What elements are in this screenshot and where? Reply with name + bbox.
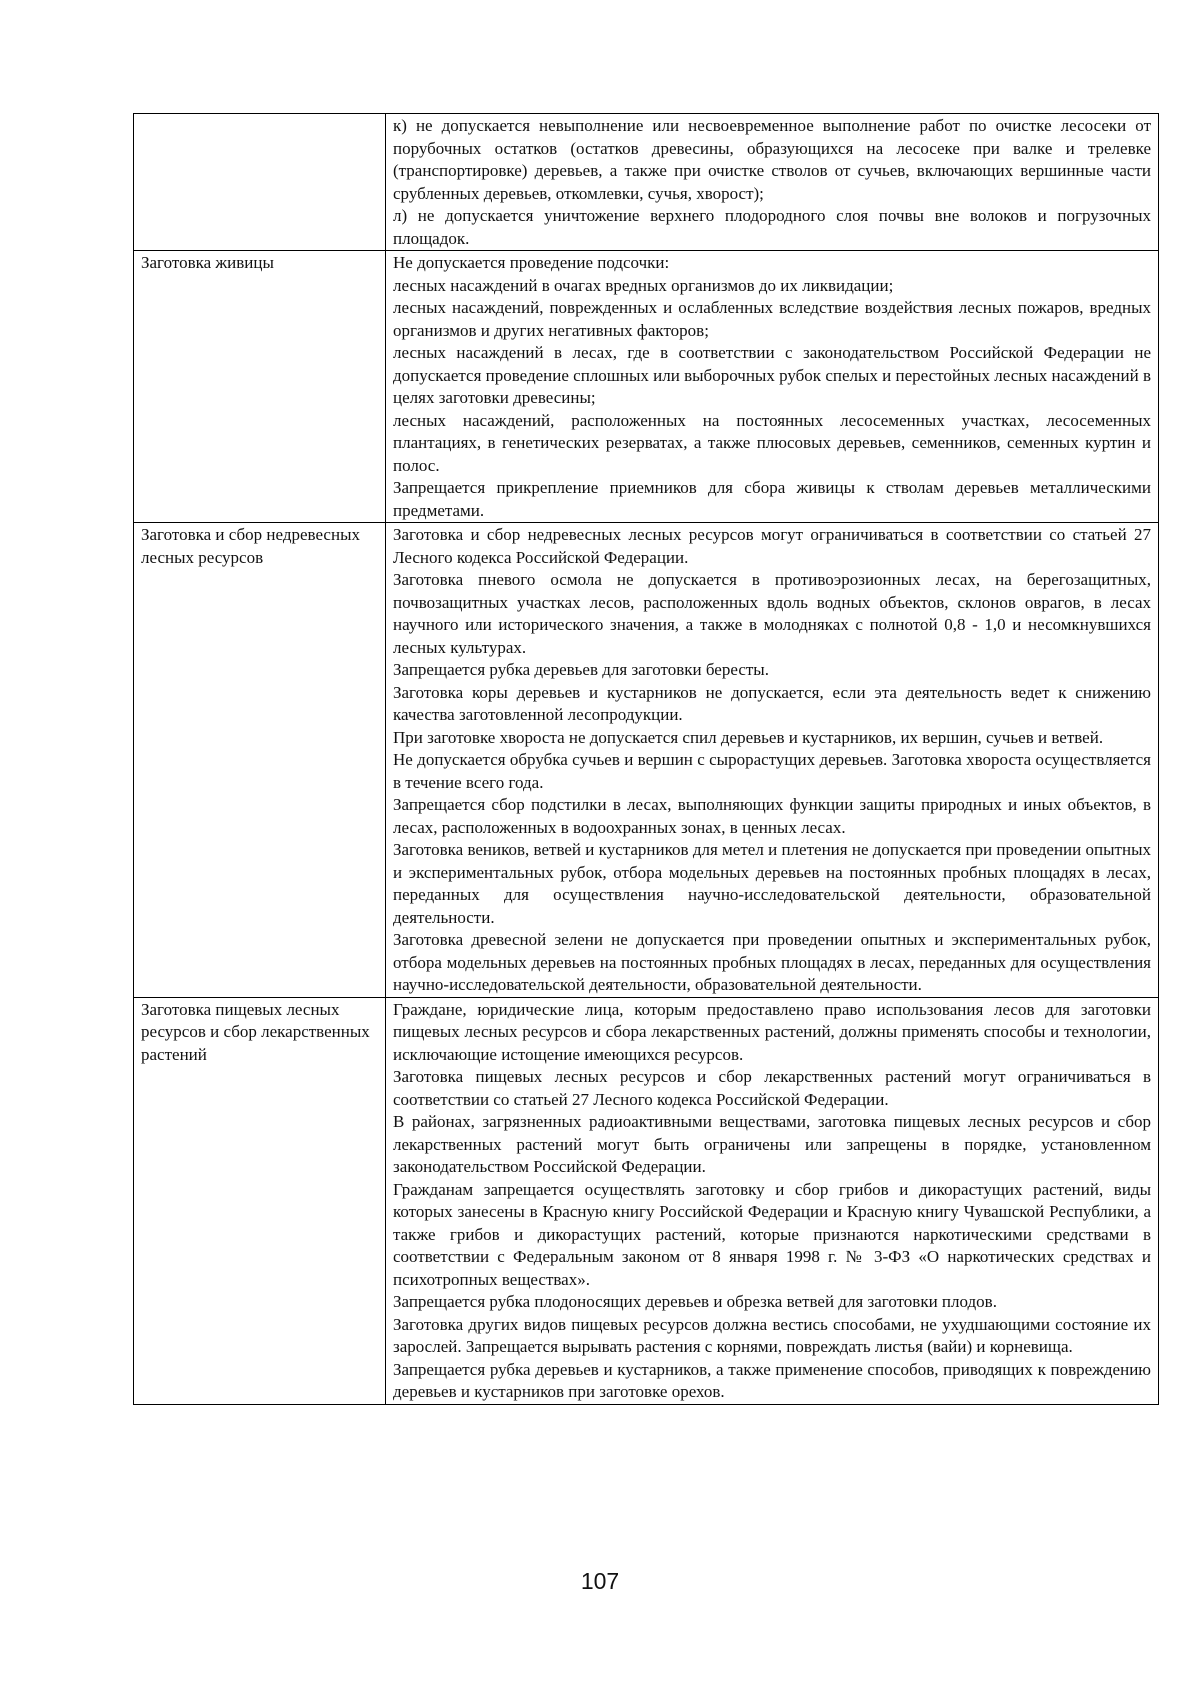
requirements-cell [386, 251, 1159, 523]
requirement-paragraph: Заготовка древесной зелени не допускается при проведении опытных и экспериментальных рубок, отбора модельных деревьев на постоянных пробных площадях в лесах, переданных для осуществления научно-исследовательской деятельности, образовательной деятельности. [393, 930, 1151, 994]
requirement-paragraph: Запрещается прикрепление приемников для сбора живицы к стволам деревьев металлическими предметами. [393, 478, 1151, 520]
page-number: 107 [580, 1568, 620, 1594]
document-page [133, 113, 1159, 1405]
activity-type-cell: Заготовка живицы [134, 251, 386, 523]
table-row [134, 114, 1159, 251]
table-body [134, 114, 1159, 1405]
requirement-paragraph: Запрещается рубка плодоносящих деревьев и обрезка ветвей для заготовки плодов. [393, 1292, 997, 1311]
requirement-paragraph: к) не допускается невыполнение или несвоевременное выполнение работ по очистке лесосеки от порубочных остатков (остатков древесины, образующихся на лесосеке при валке и трелевке (транспортировке) деревьев, а также при очистке стволов от сучьев, включающих вершинные части срубленных деревьев, откомлевки, сучья, хворост); [393, 116, 1151, 203]
requirement-paragraph: Заготовка пищевых лесных ресурсов и сбор лекарственных растений могут ограничиваться в соответствии со статьей 27 Лесного кодекса Российской Федерации. [393, 1067, 1151, 1109]
requirements-cell [386, 114, 1159, 251]
requirements-cell [386, 523, 1159, 998]
requirement-paragraph: лесных насаждений в очагах вредных организмов до их ликвидации; [393, 275, 894, 295]
requirement-paragraph: лесных насаждений, расположенных на постоянных лесосеменных участках, лесосеменных плантациях, в генетических резерватах, а также плюсовых деревьев, семенников, семенных куртин и полос. [393, 410, 1151, 475]
activity-type-cell [134, 114, 386, 251]
requirement-paragraph: Заготовка и сбор недревесных лесных ресурсов могут ограничиваться в соответствии со статьей 27 Лесного кодекса Российской Федерации. [393, 525, 1151, 567]
requirement-paragraph: При заготовке хвороста не допускается спил деревьев и кустарников, их вершин, сучьев и ветвей. [393, 727, 1104, 747]
table-row [134, 523, 1159, 998]
table-row [134, 251, 1159, 523]
regulations-table [133, 113, 1159, 1405]
requirement-paragraph: Заготовка пневого осмола не допускается в противоэрозионных лесах, на берегозащитных, почвозащитных участках лесов, расположенных вдоль водных объектов, склонов оврагов, в лесах научного или исторического значения, а также в молодняках с полнотой 0,8 - 1,0 и несомкнувшихся лесных культурах. [393, 570, 1151, 657]
requirement-paragraph: Запрещается рубка деревьев для заготовки бересты. [393, 660, 769, 679]
requirement-paragraph: Запрещается рубка деревьев и кустарников, а также применение способов, приводящих к повреждению деревьев и кустарников при заготовке орехов. [393, 1359, 1151, 1401]
requirement-paragraph: Запрещается сбор подстилки в лесах, выполняющих функции защиты природных и иных объектов, в лесах, расположенных в водоохранных зонах, в ценных лесах. [393, 795, 1151, 837]
requirement-paragraph: Заготовка других видов пищевых ресурсов должна вестись способами, не ухудшающими состояние их зарослей. Запрещается вырывать растения с корнями, повреждать листья (вайи) и корневища. [393, 1314, 1151, 1356]
requirement-paragraph: Заготовка коры деревьев и кустарников не допускается, если эта деятельность ведет к снижению качества заготовленной лесопродукции. [393, 682, 1151, 724]
requirement-paragraph: Не допускается обрубка сучьев и вершин с сырорастущих деревьев. Заготовка хвороста осуществляется в течение всего года. [393, 750, 1151, 792]
table-row [134, 997, 1159, 1404]
requirement-paragraph: В районах, загрязненных радиоактивными веществами, заготовка пищевых лесных ресурсов и сбор лекарственных растений могут быть ограничены или запрещены в порядке, установленном законодательством Российской Федерации. [393, 1112, 1151, 1176]
requirement-paragraph: лесных насаждений в лесах, где в соответствии с законодательством Российской Федерации не допускается проведение сплошных или выборочных рубок спелых и перестойных лесных насаждений в целях заготовки древесины; [393, 343, 1151, 407]
requirement-paragraph: л) не допускается уничтожение верхнего плодородного слоя почвы вне волоков и погрузочных площадок. [393, 206, 1151, 248]
requirement-paragraph: Не допускается проведение подсочки: [393, 253, 670, 272]
requirements-cell [386, 997, 1159, 1404]
activity-type-cell: Заготовка пищевых лесных ресурсов и сбор лекарственных растений [134, 997, 386, 1404]
activity-type-cell: Заготовка и сбор недревесных лесных ресурсов [134, 523, 386, 998]
requirement-paragraph: лесных насаждений, поврежденных и ослабленных вследствие воздействия лесных пожаров, вредных организмов и других негативных факторов; [393, 298, 1151, 340]
requirement-paragraph: Гражданам запрещается осуществлять заготовку и сбор грибов и дикорастущих растений, виды которых занесены в Красную книгу Российской Федерации и Красную книгу Чувашской Республики, а также грибов и дикорастущих растений, которые признаются наркотическими средствами в соответствии с Федеральным законом от 8 января 1998 г. № 3-ФЗ «О наркотических средствах и психотропных веществах». [393, 1179, 1151, 1289]
requirement-paragraph: Граждане, юридические лица, которым предоставлено право использования лесов для заготовки пищевых лесных ресурсов и сбора лекарственных растений, должны применять способы и технологии, исключающие истощение имеющихся ресурсов. [393, 999, 1151, 1064]
requirement-paragraph: Заготовка веников, ветвей и кустарников для метел и плетения не допускается при проведении опытных и экспериментальных рубок, отбора модельных деревьев на постоянных пробных площадях в лесах, переданных для осуществления научно-исследовательской деятельности, образовательной деятельности. [393, 840, 1151, 927]
